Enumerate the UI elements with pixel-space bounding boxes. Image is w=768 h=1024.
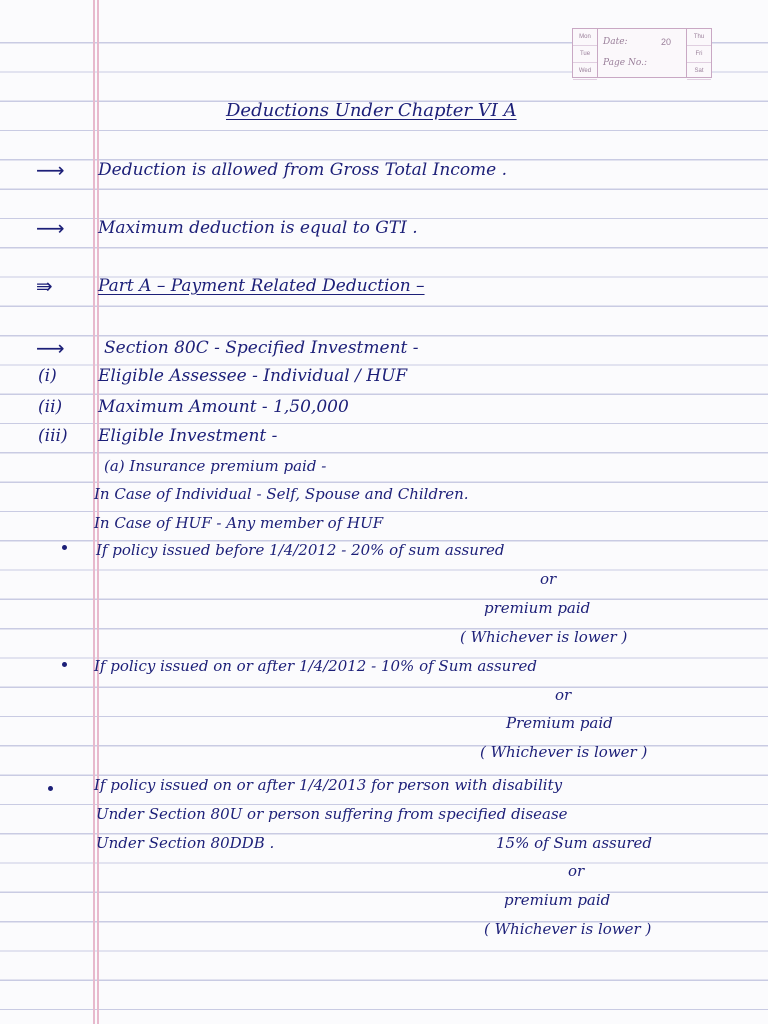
- policy1-premium-paid: premium paid: [484, 599, 591, 617]
- margin-line: [93, 0, 95, 1024]
- weekday-fri: Fri: [687, 46, 711, 63]
- policy3-section-80ddb: Under Section 80DDB .: [96, 834, 275, 852]
- policy3-sum-assured: 15% of Sum assured: [496, 834, 653, 852]
- policy2-premium-paid: Premium paid: [506, 714, 613, 732]
- date-value: 20: [661, 37, 672, 47]
- page-no-label: Page No.:: [603, 58, 647, 68]
- eligible-investment: Eligible Investment -: [98, 426, 278, 446]
- policy2-or: or: [555, 686, 572, 704]
- policy1-whichever-lower: ( Whichever is lower ): [460, 628, 628, 646]
- weekday-sat: Sat: [687, 63, 711, 80]
- item-number-ii: (ii): [38, 397, 63, 417]
- maximum-amount: Maximum Amount - 1,50,000: [98, 397, 349, 417]
- weekday-wed: Wed: [573, 63, 597, 80]
- case-huf: In Case of HUF - Any member of HUF: [94, 514, 384, 532]
- policy-after-2013-disability: If policy issued on or after 1/4/2013 for person with disability: [94, 776, 563, 794]
- part-a-heading: Part A – Payment Related Deduction –: [98, 276, 425, 296]
- triple-arrow-icon: ⇛: [36, 274, 53, 298]
- policy3-or: or: [568, 862, 585, 880]
- policy-before-2012: If policy issued before 1/4/2012 - 20% of sum assured: [96, 541, 505, 559]
- weekday-tue: Tue: [573, 46, 597, 63]
- weekday-column-right: [686, 29, 711, 77]
- weekday-mon: Mon: [573, 29, 597, 46]
- policy3-premium-paid: premium paid: [504, 891, 611, 909]
- point-maximum-deduction: Maximum deduction is equal to GTI .: [98, 218, 418, 238]
- margin-line: [97, 0, 99, 1024]
- arrow-icon: ⟶: [36, 336, 65, 360]
- policy2-whichever-lower: ( Whichever is lower ): [480, 743, 648, 761]
- policy1-or: or: [540, 570, 557, 588]
- arrow-icon: ⟶: [36, 216, 65, 240]
- section-80c-heading: Section 80C - Specified Investment -: [104, 338, 419, 358]
- bullet-icon: [48, 786, 53, 791]
- weekday-thu: Thu: [687, 29, 711, 46]
- page-title: Deductions Under Chapter VI A: [226, 100, 517, 121]
- weekday-column-left: [573, 29, 598, 77]
- insurance-premium-paid: (a) Insurance premium paid -: [104, 457, 327, 475]
- case-individual: In Case of Individual - Self, Spouse and Children.: [94, 485, 469, 503]
- bullet-icon: [62, 662, 67, 667]
- item-number-iii: (iii): [38, 426, 68, 446]
- policy-after-2012: If policy issued on or after 1/4/2012 - 10% of Sum assured: [94, 657, 537, 675]
- bullet-icon: [62, 545, 67, 550]
- item-number-i: (i): [38, 366, 57, 386]
- point-gross-total-income: Deduction is allowed from Gross Total Income .: [98, 160, 508, 180]
- eligible-assessee: Eligible Assessee - Individual / HUF: [98, 366, 408, 386]
- date-label: Date:: [603, 37, 628, 47]
- arrow-icon: ⟶: [36, 158, 65, 182]
- policy3-section-80u: Under Section 80U or person suffering from specified disease: [96, 805, 568, 823]
- page-header-box: [572, 28, 712, 78]
- policy3-whichever-lower: ( Whichever is lower ): [484, 920, 652, 938]
